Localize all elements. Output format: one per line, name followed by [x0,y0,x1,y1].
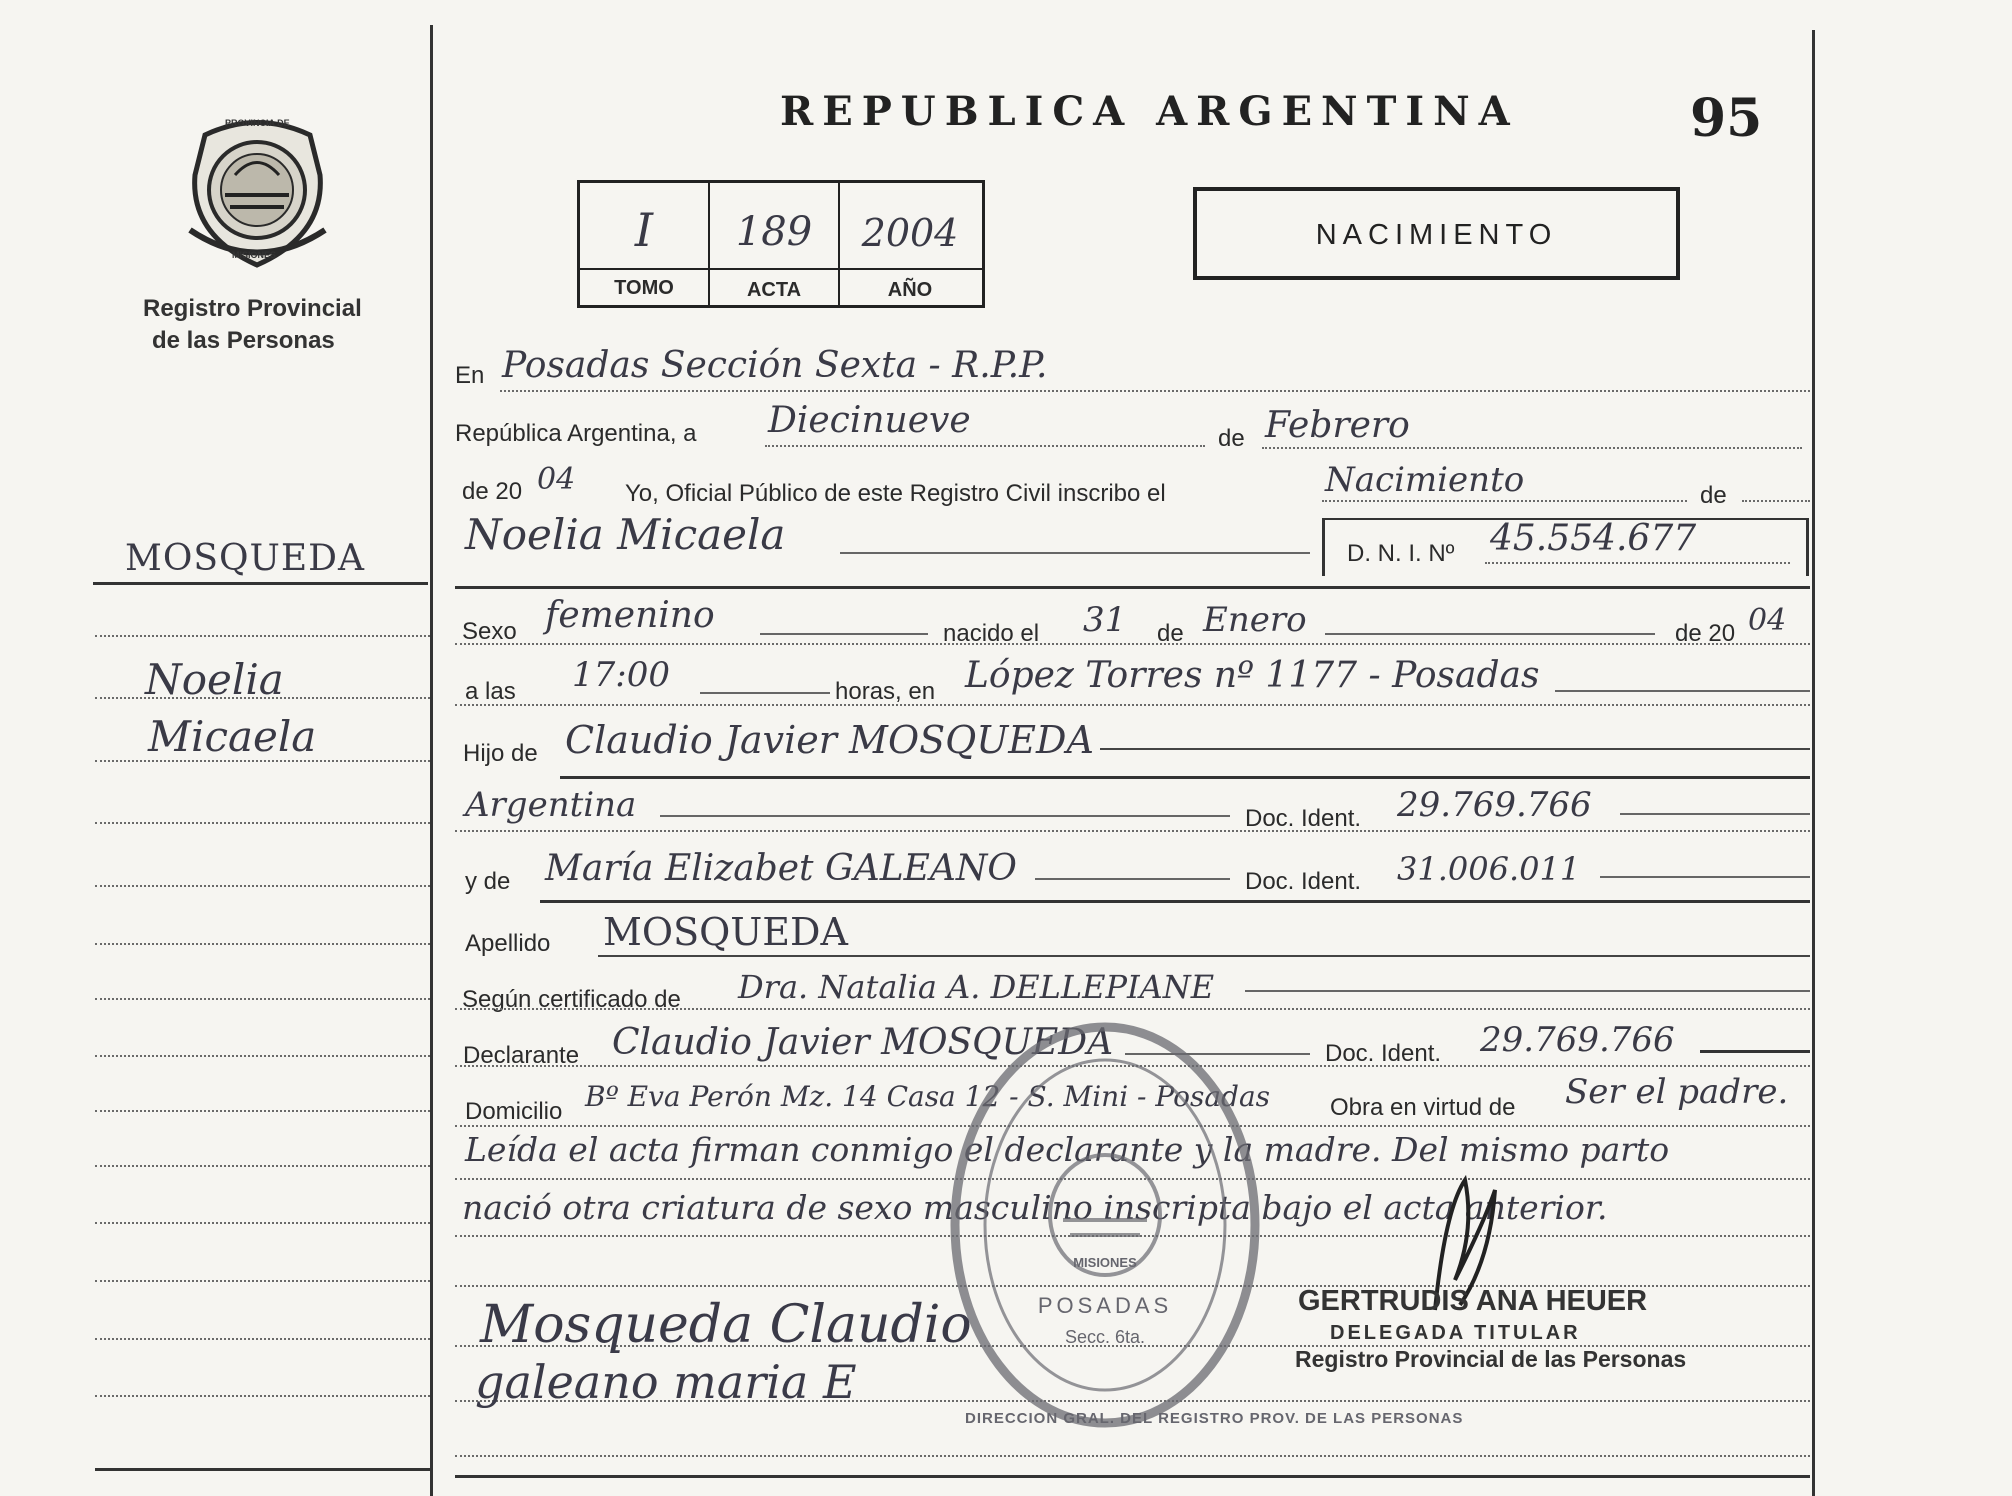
madre-doc: 31.006.011 [1397,850,1581,888]
sexo-value: femenino [545,595,715,636]
nacido-year: 04 [1748,603,1787,638]
madre-value: María Elizabet GALEANO [545,848,1017,889]
stamp-city: POSADAS [1037,1293,1173,1318]
hijo-label: Hijo de [463,740,538,767]
yde-label: y de [465,868,511,895]
sexo-label: Sexo [462,618,517,645]
de2004-label: de 20 [1675,620,1736,647]
stamp-ring-text: DIRECCION GRAL. DEL REGISTRO PROV. DE LAS PERSONAS [965,1410,1464,1427]
official-name: GERTRUDIS ANA HEUER [1298,1285,1648,1317]
signature-1: Mosqueda Claudio [480,1295,972,1355]
hora-value: 17:00 [572,655,670,695]
record-type: NACIMIENTO [1315,219,1558,251]
tomo-value: I [634,203,654,257]
padre-nacionalidad: Argentina [465,785,637,825]
declarante-label: Declarante [463,1042,580,1069]
apellido-label: Apellido [465,930,551,957]
stamp-inner-text: MISIONES [1073,1255,1137,1270]
official-title: DELEGADA TITULAR [1330,1322,1581,1344]
observaciones-line-1: Leída el acta firman conmigo el declarante y la madre. Del mismo parto [465,1130,1670,1169]
doc-label-madre: Doc. Ident. [1245,868,1362,895]
en-value: Posadas Sección Sexta - R.P.P. [502,345,1048,386]
stamp-section: Secc. 6ta. [1064,1327,1146,1347]
lugar-value: López Torres nº 1177 - Posadas [965,655,1540,696]
record-number-box [577,180,985,308]
en-label: En [455,362,485,389]
doc-label-declarante: Doc. Ident. [1325,1040,1442,1067]
dni-label: D. N. I. Nº [1347,540,1455,567]
de2-label: de [1157,620,1184,647]
seal-bottom-text: MISIONES [232,250,277,260]
margin-underline [93,582,428,585]
declarante-doc: 29.769.766 [1480,1020,1675,1060]
ano-value: 2004 [861,211,959,255]
obra-label: Obra en virtud de [1330,1094,1516,1121]
name-value: Noelia Micaela [465,510,786,559]
page-number: 95 [1690,88,1763,149]
seal-top-text: PROVINCIA DE [225,118,290,128]
doc-label-padre: Doc. Ident. [1245,805,1362,832]
de20-label: de 20 [462,478,523,505]
provincial-coat-of-arms-icon [185,115,330,270]
margin-given-1: Noelia [145,655,284,704]
left-column-rule [430,25,433,1496]
inscribo-value: Nacimiento [1325,460,1525,500]
dia-value: Diecinueve [768,400,971,441]
margin-surname: MOSQUEDA [125,538,366,579]
republica-label: República Argentina, a [455,420,697,447]
padre-doc: 29.769.766 [1397,785,1592,825]
acta-label: ACTA [746,279,802,301]
horas-label: horas, en [835,678,936,705]
official-registry: Registro Provincial de las Personas [1295,1346,1687,1372]
de-end-label: de [1700,482,1727,509]
year-suffix: 04 [537,462,576,497]
nacido-dia: 31 [1083,600,1127,640]
margin-given-2: Micaela [148,712,317,761]
signature-2: galeano maria E [475,1355,857,1409]
acta-value: 189 [735,209,813,255]
registry-line-2: de las Personas [152,327,335,354]
dni-value: 45.554.677 [1490,518,1697,559]
record-type-box [1193,187,1680,280]
observaciones-line-2: nació otra criatura de sexo masculino inscripta bajo el acta anterior. [462,1188,1608,1227]
padre-value: Claudio Javier MOSQUEDA [565,718,1094,762]
country-title: REPUBLICA ARGENTINA [780,88,1519,135]
domicilio-value: Bº Eva Perón Mz. 14 Casa 12 - S. Mini - Posadas [585,1080,1271,1113]
registry-line-1: Registro Provincial [143,295,362,322]
certificado-value: Dra. Natalia A. DELLEPIANE [738,968,1215,1006]
alas-label: a las [465,678,516,705]
de-label: de [1218,425,1245,452]
yo-text: Yo, Oficial Público de este Registro Civil inscribo el [625,480,1166,507]
declarante-value: Claudio Javier MOSQUEDA [612,1022,1114,1063]
obra-value: Ser el padre. [1565,1072,1789,1112]
segun-label: Según certificado de [462,986,681,1013]
right-margin-rule [1812,30,1815,1496]
nacido-label: nacido el [943,620,1040,647]
ano-label: AÑO [887,279,933,301]
apellido-value: MOSQUEDA [603,910,848,954]
mes-value: Febrero [1265,405,1410,446]
tomo-label: TOMO [614,277,674,299]
domicilio-label: Domicilio [465,1098,563,1125]
nacido-mes: Enero [1203,600,1307,640]
